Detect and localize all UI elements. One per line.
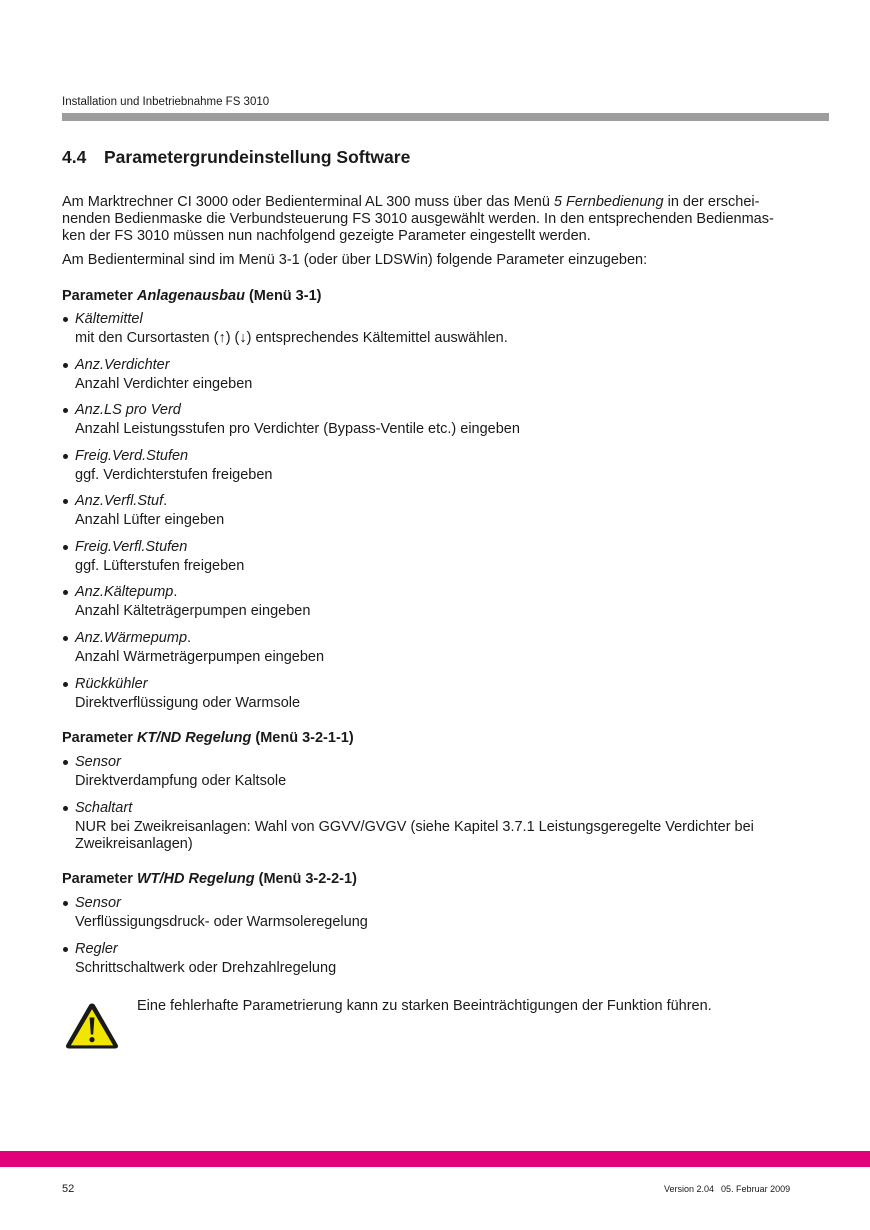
bullet-icon [63,682,68,687]
param-name-line [62,753,286,773]
param-name-line [62,401,520,421]
param-item-regler [62,940,336,977]
param-name-suffix: . [163,493,168,509]
param-name-line [62,492,224,512]
param-name: Anz.Wärmepump [75,630,188,646]
param-name: Sensor [75,754,121,770]
param-name: Anz.Verdichter [75,357,170,373]
param-name: Anz.Kältepump [75,584,174,600]
group-name: KT/ND Regelung [136,730,252,746]
bullet-icon [63,636,68,641]
param-name-line [62,940,336,960]
param-name: Freig.Verfl.Stufen [75,539,188,555]
param-item-schaltart [62,799,754,853]
intro-text: Am Marktrechner CI 3000 oder Bedienterminal AL 300 muss über das Menü [62,194,550,210]
version-label: Version 2.04 [664,1184,715,1194]
group-menu: (Menü 3-1) [248,288,322,304]
param-item-kaeltemittel [62,310,508,347]
param-item-anz-waermepump [62,629,324,666]
param-description: ggf. Lüfterstufen freigeben [75,558,245,574]
group-prefix: Parameter [62,871,133,887]
param-name: Rückkühler [75,676,148,692]
param-item-anz-verdichter [62,356,252,393]
section-number: 4.4 [62,147,87,167]
section-title: Parametergrundeinstellung Software [104,147,411,167]
param-name: Anz.Verfl.Stuf [75,493,164,509]
bullet-icon [63,590,68,595]
param-name: Freig.Verd.Stufen [75,448,189,464]
bullet-icon [63,545,68,550]
param-name: Regler [75,941,118,957]
param-description: Schrittschaltwerk oder Drehzahlregelung [75,960,337,976]
param-item-freig-verd-stufen [62,447,273,484]
param-name-suffix: . [173,584,178,600]
param-name: Kältemittel [75,311,143,327]
page-number: 52 [62,1183,75,1195]
bullet-icon [63,317,68,322]
param-name-line [62,894,368,914]
bullet-icon [63,947,68,952]
bullet-icon [63,499,68,504]
param-name-line [62,538,244,558]
warning-icon [65,1002,119,1050]
param-item-anz-verfl-stuf [62,492,224,529]
intro-line-3: ken der FS 3010 müssen nun nachfolgend gezeigte Parameter eingestellt werden. [62,228,591,244]
param-item-anz-kaeltepump [62,583,310,620]
param-name-line [62,675,300,695]
param-item-freig-verfl-stufen [62,538,244,575]
group-menu: (Menü 3-2-2-1) [258,871,357,887]
param-name-line [62,310,508,330]
menu-reference: 5 Fernbedienung [553,194,664,210]
param-description: Anzahl Wärmeträgerpumpen eingeben [75,649,325,665]
param-name-line [62,799,754,819]
group-name: Anlagenausbau [136,288,245,304]
param-description: NUR bei Zweikreisanlagen: Wahl von GGVV/GVGV (siehe Kapitel 3.7.1 Leistungsgeregelte Verdichter bei [75,819,754,835]
param-description: Verflüssigungsdruck- oder Warmsoleregelung [75,914,368,930]
intro-paragraph [62,194,774,245]
param-name: Anz.LS pro Verd [75,402,181,418]
header-rule [62,113,829,121]
param-item-anz-ls-pro-verd [62,401,520,438]
group-heading-kt-nd-regelung [62,729,354,747]
param-description: Anzahl Kälteträgerpumpen eingeben [75,603,311,619]
warning-text: Eine fehlerhafte Parametrierung kann zu starken Beeinträchtigungen der Funktion führen. [137,998,712,1014]
param-name-line [62,583,310,603]
param-name-line [62,447,273,467]
param-name: Sensor [75,895,121,911]
bullet-icon [63,363,68,368]
group-heading-anlagenausbau [62,287,321,305]
param-name-line [62,629,324,649]
footer-version-info [664,1183,790,1195]
param-name: Schaltart [75,800,133,816]
param-name-suffix: . [187,630,192,646]
param-description-continued: Zweikreisanlagen) [75,836,193,852]
param-item-wt-sensor [62,894,368,931]
bullet-icon [63,901,68,906]
intro-line-2: nenden Bedienmaske die Verbundsteuerung FS 3010 ausgewählt werden. In den entsprechenden Bedienmas- [62,211,774,227]
param-item-kt-sensor [62,753,286,790]
running-header-title: Installation und Inbetriebnahme FS 3010 [62,96,270,108]
bullet-icon [63,408,68,413]
group-heading-wt-hd-regelung [62,870,357,888]
param-description: Anzahl Leistungsstufen pro Verdichter (Bypass-Ventile etc.) eingeben [75,421,520,437]
group-menu: (Menü 3-2-1-1) [255,730,354,746]
param-description: Anzahl Verdichter eingeben [75,376,253,392]
bullet-icon [63,760,68,765]
group-prefix: Parameter [62,730,133,746]
param-description: Direktverdampfung oder Kaltsole [75,773,287,789]
group-prefix: Parameter [62,288,133,304]
intro-line-4: Am Bedienterminal sind im Menü 3-1 (oder über LDSWin) folgende Parameter einzugeben: [62,252,648,268]
intro-text: in der erschei- [667,194,760,210]
release-date: 05. Februar 2009 [721,1184,791,1194]
bullet-icon [63,806,68,811]
param-item-rueckkuehler [62,675,300,712]
param-description: Direktverflüssigung oder Warmsole [75,695,301,711]
param-name-line [62,356,252,376]
bullet-icon [63,454,68,459]
param-description: mit den Cursortasten (↑) (↓) entsprechendes Kältemittel auswählen. [75,330,508,346]
param-description: ggf. Verdichterstufen freigeben [75,467,273,483]
param-description: Anzahl Lüfter eingeben [75,512,225,528]
section-heading [62,148,410,166]
footer-rule [0,1151,870,1167]
intro-line-1 [62,194,774,211]
group-name: WT/HD Regelung [136,871,255,887]
